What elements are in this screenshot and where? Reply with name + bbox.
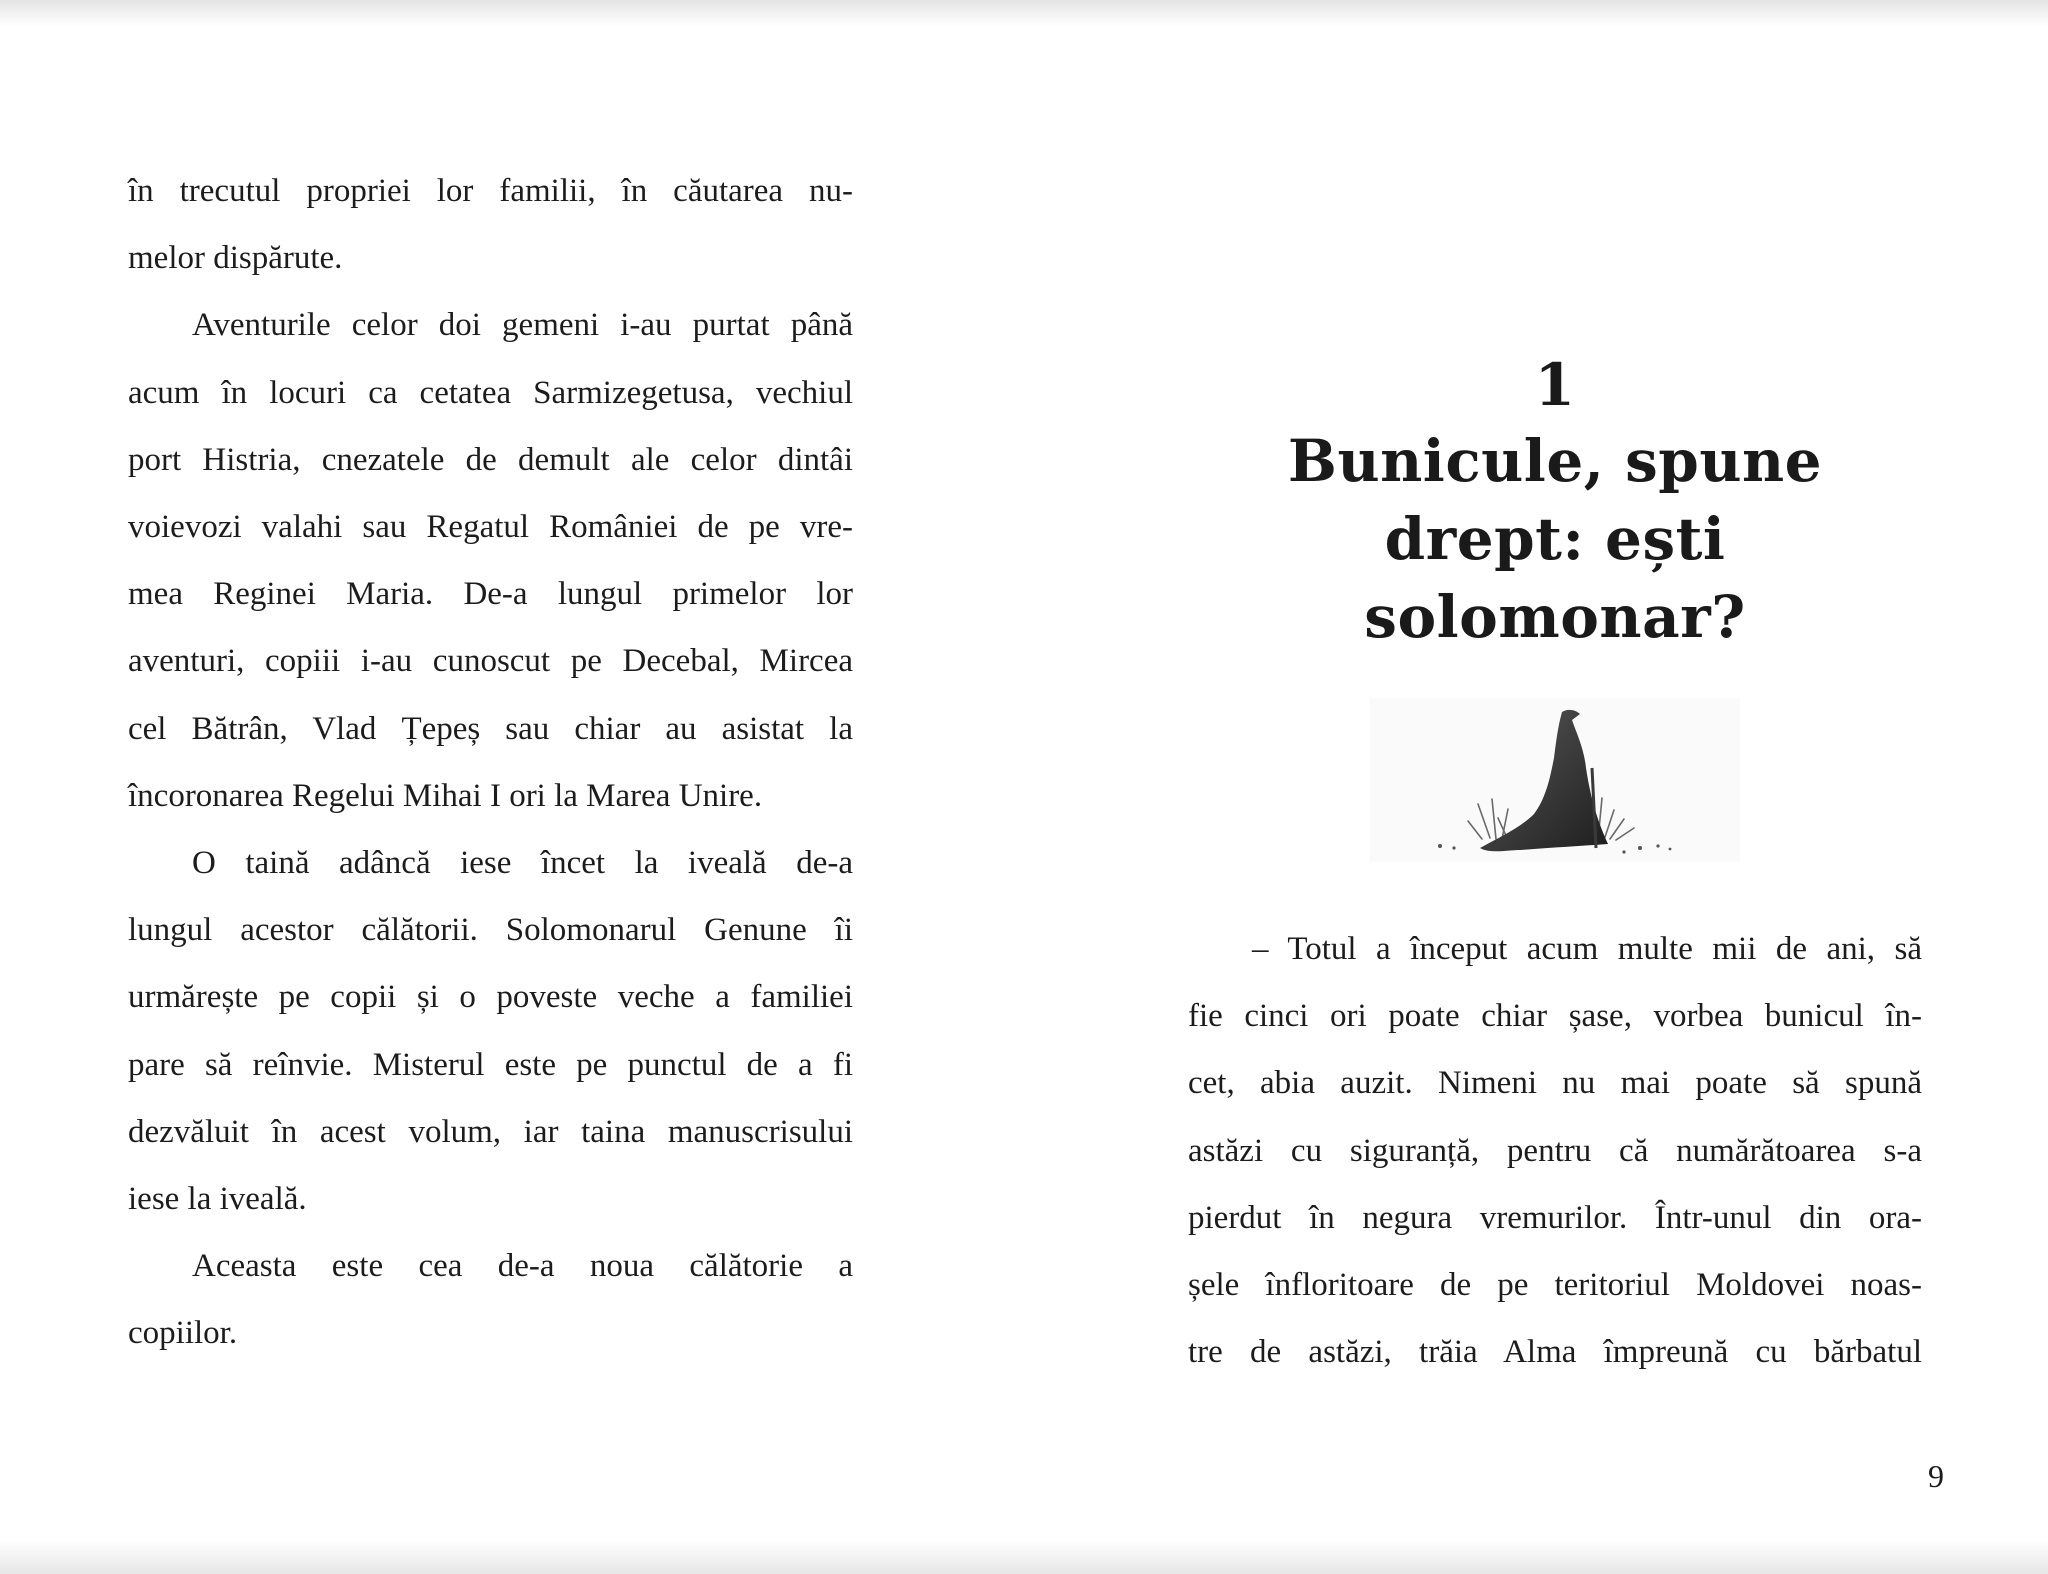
bottom-shadow [0, 1540, 2048, 1574]
paragraph-mystery [128, 830, 853, 1233]
text-line: Aventurile celor doi gemeni i-au purtat până [192, 307, 853, 344]
text-line: tre de astăzi, trăia Alma împreună cu bărbatul [1188, 1334, 1922, 1371]
text-line: pare să reînvie. Misterul este pe punctul de a fi [128, 1046, 853, 1083]
text-line: cet, abia auzit. Nimeni nu mai poate să spună [1188, 1065, 1922, 1102]
text-line: melor dispărute. [128, 240, 343, 277]
paragraph-chapter-opening [1188, 916, 1922, 1386]
text-line: pierdut în negura vremurilor. Într-unul din ora- [1188, 1199, 1922, 1236]
chapter-number: 1 [1534, 351, 1576, 419]
text-line: cel Bătrân, Vlad Țepeș sau chiar au asistat la [128, 710, 853, 747]
text-line: șele înfloritoare de pe teritoriul Moldovei noas- [1188, 1267, 1922, 1304]
left-page [128, 158, 853, 1368]
top-shadow [0, 0, 2048, 26]
text-line: fie cinci ori poate chiar șase, vorbea bunicul în- [1188, 998, 1922, 1035]
text-line: iese la iveală. [128, 1181, 307, 1218]
text-line: încoronarea Regelui Mihai I ori la Marea Unire. [128, 777, 763, 814]
text-line: voievozi valahi sau Regatul României de pe vre- [128, 509, 853, 546]
page-number: 9 [1928, 1458, 1944, 1494]
chapter-title-line: drept: ești solomonar? [1364, 505, 1746, 651]
right-page [1188, 348, 1922, 1386]
text-line: aventuri, copiii i-au cunoscut pe Decebal, Mircea [128, 643, 853, 680]
chapter-title-line: Bunicule, spune [1287, 427, 1823, 495]
text-line: copiilor. [128, 1315, 238, 1352]
text-line: astăzi cu siguranță, pentru că numărătoarea s-a [1188, 1132, 1922, 1169]
text-line: port Histria, cnezatele de demult ale celor dintâi [128, 441, 853, 478]
text-line: dezvăluit în acest volum, iar taina manuscrisului [128, 1113, 853, 1150]
text-line: urmărește pe copii și o poveste veche a familiei [128, 979, 853, 1016]
text-line: – Totul a început acum multe mii de ani, să [1252, 931, 1922, 967]
cloaked-figure-illustration [1370, 698, 1740, 862]
text-line: acum în locuri ca cetatea Sarmizegetusa, vechiul [128, 374, 853, 411]
text-line: în trecutul propriei lor familii, în căutarea nu- [128, 173, 853, 209]
paragraph-ninth-journey [128, 1233, 853, 1367]
text-line: O taină adâncă iese încet la iveală de-a [192, 845, 853, 882]
paragraph-intro-end [128, 158, 853, 292]
chapter-heading [1188, 348, 1922, 656]
text-line: Aceasta este cea de-a noua călătorie a [192, 1248, 853, 1285]
paragraph-adventures [128, 292, 853, 830]
text-line: mea Reginei Maria. De-a lungul primelor lor [128, 576, 853, 613]
text-line: lungul acestor călătorii. Solomonarul Genune îi [128, 912, 853, 949]
